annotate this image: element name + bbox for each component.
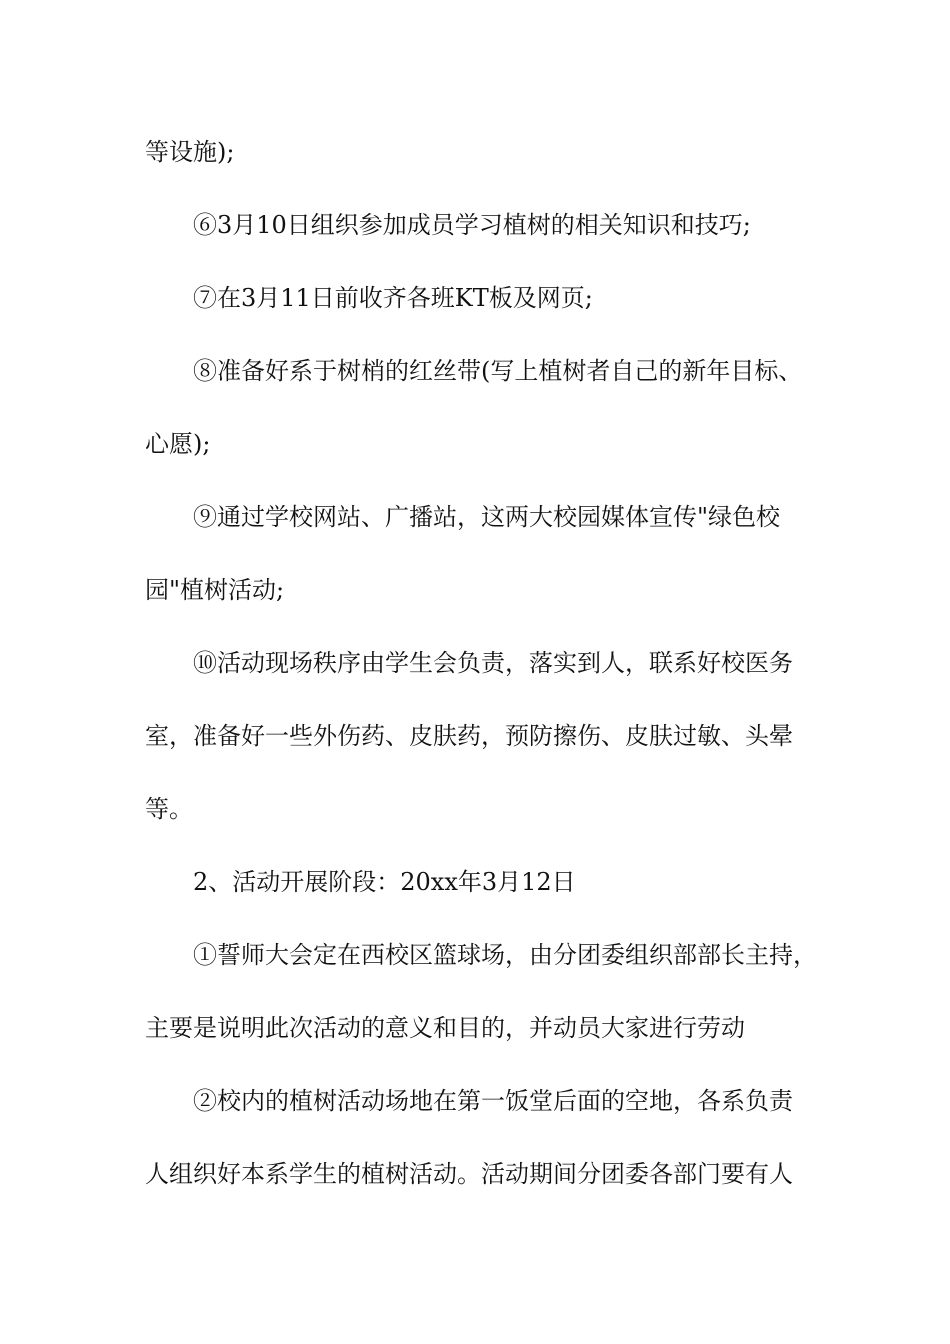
text-line-item-2: ②校内的植树活动场地在第一饭堂后面的空地，各系负责 xyxy=(193,1087,793,1115)
text-line-item-1: ①誓师大会定在西校区篮球场，由分团委组织部部长主持， xyxy=(193,941,817,969)
text-line-item-9-cont: 园"植树活动; xyxy=(145,576,285,604)
text-line-item-6: ⑥3月10日组织参加成员学习植树的相关知识和技巧; xyxy=(193,211,751,239)
text-line-continuation: 等设施); xyxy=(145,138,235,166)
text-line-item-10-cont-2: 等。 xyxy=(145,795,193,823)
text-line-item-8-cont: 心愿); xyxy=(145,430,211,458)
text-line-item-1-cont: 主要是说明此次活动的意义和目的，并动员大家进行劳动 xyxy=(145,1014,745,1042)
text-line-item-10-cont-1: 室，准备好一些外伤药、皮肤药，预防擦伤、皮肤过敏、头晕 xyxy=(145,722,793,750)
text-line-item-10: ⑩活动现场秩序由学生会负责，落实到人，联系好校医务 xyxy=(193,649,793,677)
text-line-item-7: ⑦在3月11日前收齐各班KT板及网页; xyxy=(193,284,593,312)
body-text xyxy=(145,128,835,1199)
section-heading-stage-2: 2、活动开展阶段：20xx年3月12日 xyxy=(193,868,576,896)
text-line-item-8: ⑧准备好系于树梢的红丝带(写上植树者自己的新年目标、 xyxy=(193,357,803,385)
text-line-item-2-cont: 人组织好本系学生的植树活动。活动期间分团委各部门要有人 xyxy=(145,1160,793,1188)
text-line-item-9: ⑨通过学校网站、广播站，这两大校园媒体宣传"绿色校 xyxy=(193,503,781,531)
